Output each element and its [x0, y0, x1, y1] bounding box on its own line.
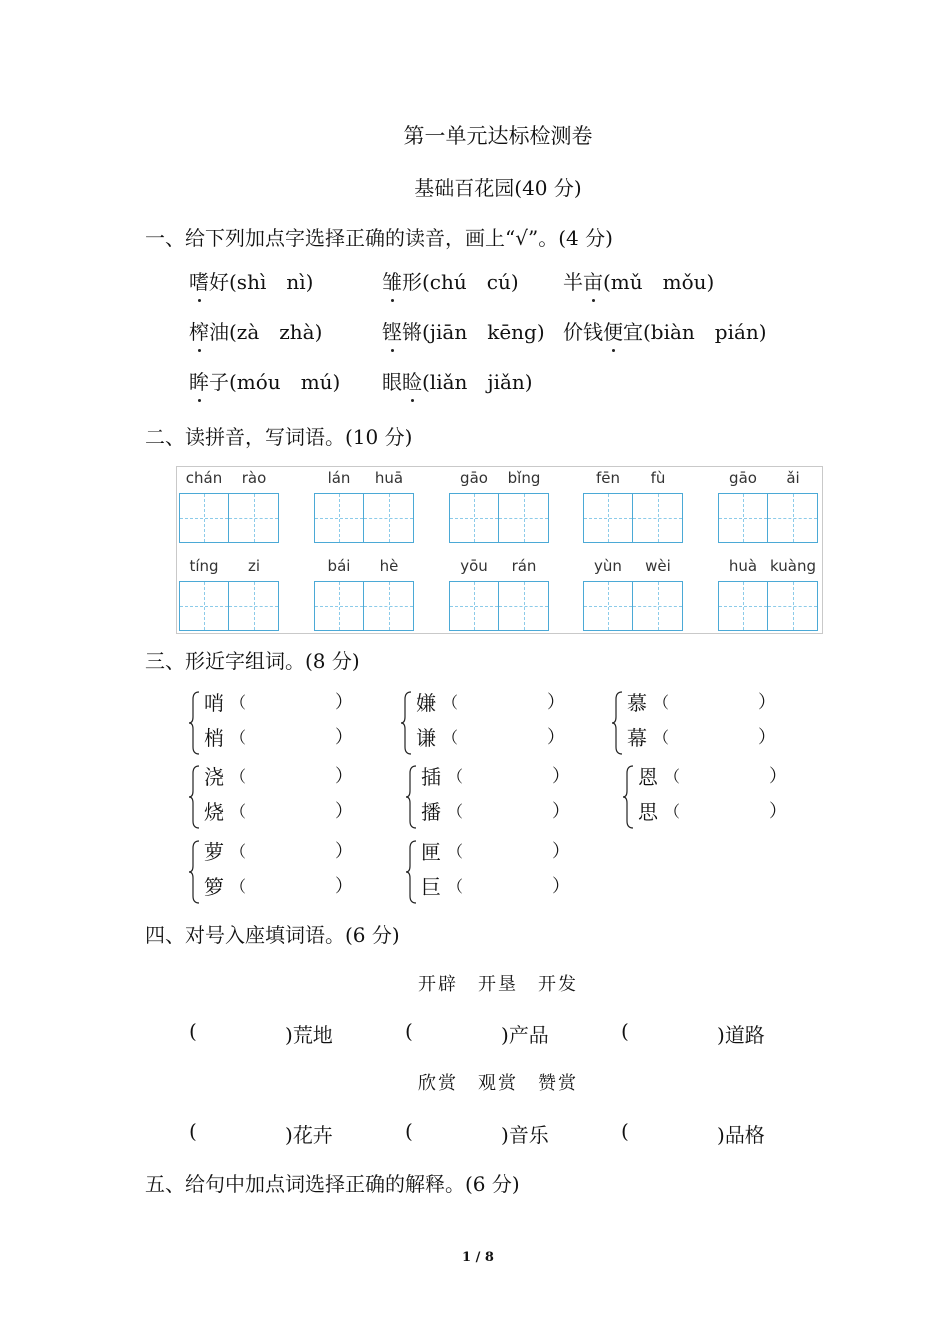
- q1-heading: 一、给下列加点字选择正确的读音，画上“√”。(4 分): [145, 226, 613, 250]
- target-word: 音乐: [508, 1123, 549, 1147]
- target-word: 品格: [724, 1123, 765, 1147]
- pair-row: [204, 798, 364, 826]
- fill-blank-open[interactable]: (: [189, 1119, 197, 1143]
- page-number: 1 / 8: [462, 1250, 494, 1265]
- brace-icon: [405, 765, 419, 829]
- pinyin-syllable: yùn: [594, 557, 622, 575]
- pair-row: [627, 689, 787, 717]
- tianzige-cell[interactable]: [768, 581, 818, 631]
- fill-blank-open[interactable]: (: [189, 1019, 197, 1043]
- writing-boxes: [583, 581, 683, 631]
- pinyin-syllable: tíng: [189, 557, 219, 575]
- pinyin-syllable: hè: [379, 557, 399, 575]
- answer-paren-open[interactable]: （: [447, 767, 464, 786]
- pinyin-grid-panel: [176, 466, 823, 634]
- q1-dotted-char: 便: [603, 316, 623, 345]
- target-word: 荒地: [292, 1023, 333, 1047]
- tianzige-cell[interactable]: [718, 581, 768, 631]
- tianzige-cell[interactable]: [583, 493, 633, 543]
- pinyin-label: [314, 469, 414, 489]
- answer-paren-open[interactable]: （: [230, 693, 247, 712]
- pair-row: [204, 838, 364, 866]
- char-pair: [188, 687, 358, 759]
- pinyin-label: [179, 557, 279, 577]
- tianzige-cell[interactable]: [364, 493, 414, 543]
- pair-row: [204, 689, 364, 717]
- pinyin-label: [449, 469, 549, 489]
- similar-char: 哨: [204, 691, 224, 715]
- pair-row: [638, 763, 798, 791]
- writing-boxes: [314, 493, 414, 543]
- q1-item: [563, 316, 767, 345]
- answer-paren-close: ）: [552, 876, 570, 897]
- writing-boxes: [179, 581, 279, 631]
- fill-blank-word: [501, 1119, 549, 1148]
- answer-paren-close: ）: [769, 801, 787, 822]
- pair-row: [421, 763, 581, 791]
- q1-item-options: 子(móu mú): [209, 370, 341, 394]
- q1-dotted-char: 铿: [382, 316, 402, 345]
- pinyin-syllable: rào: [241, 469, 267, 487]
- q1-item-options: 宜(biàn pián): [623, 320, 767, 344]
- writing-boxes: [449, 581, 549, 631]
- tianzige-cell[interactable]: [449, 581, 499, 631]
- pair-row: [204, 873, 364, 901]
- fill-blank-close: ): [285, 1123, 293, 1147]
- similar-char: 恩: [638, 765, 658, 789]
- similar-char: 谦: [416, 726, 436, 750]
- char-pair: [611, 687, 781, 759]
- fill-blank-open[interactable]: (: [621, 1019, 629, 1043]
- tianzige-cell[interactable]: [449, 493, 499, 543]
- q1-item-options: 锵(jiān kēng): [402, 320, 545, 344]
- fill-blank-word: [501, 1019, 549, 1048]
- q1-item-options: 形(chú cú): [402, 270, 519, 294]
- q1-item-options: 好(shì nì): [209, 270, 314, 294]
- fill-blank-close: ): [501, 1123, 509, 1147]
- writing-boxes: [179, 493, 279, 543]
- answer-paren-close: ）: [335, 876, 353, 897]
- pinyin-syllable: fēn: [595, 469, 621, 487]
- q3-heading: 三、形近字组词。(8 分): [145, 649, 360, 673]
- q4-options-row-1: 开辟 开垦 开发: [418, 974, 578, 995]
- answer-paren-close: ）: [552, 801, 570, 822]
- writing-boxes: [583, 493, 683, 543]
- q1-dotted-char: 榨: [189, 316, 209, 345]
- brace-icon: [622, 765, 636, 829]
- q1-dotted-char: 眸: [189, 366, 209, 395]
- pinyin-label: [718, 469, 818, 489]
- char-pair: [188, 761, 358, 833]
- writing-boxes: [314, 581, 414, 631]
- q1-item: [382, 316, 545, 345]
- brace-icon: [188, 765, 202, 829]
- pinyin-label: [179, 469, 279, 489]
- tianzige-cell[interactable]: [633, 581, 683, 631]
- answer-paren-open[interactable]: （: [447, 802, 464, 821]
- pinyin-syllable: yōu: [460, 557, 488, 575]
- tianzige-cell[interactable]: [179, 493, 229, 543]
- fill-blank-close: ): [285, 1023, 293, 1047]
- answer-paren-open[interactable]: （: [447, 842, 464, 861]
- pair-row: [204, 724, 364, 752]
- tianzige-cell[interactable]: [314, 581, 364, 631]
- section-subtitle: 基础百花园(40 分): [414, 176, 582, 200]
- pinyin-syllable: huā: [374, 469, 404, 487]
- q1-dotted-char: 亩: [583, 266, 603, 295]
- pair-row: [627, 724, 787, 752]
- pinyin-syllable: bǐng: [507, 469, 541, 487]
- pair-row: [416, 724, 576, 752]
- q1-item: [382, 266, 519, 295]
- q1-item-prefix: 半: [563, 270, 583, 294]
- pinyin-syllable: wèi: [645, 557, 671, 575]
- answer-paren-open[interactable]: （: [230, 802, 247, 821]
- answer-paren-close: ）: [758, 727, 776, 748]
- q1-item: [382, 366, 533, 395]
- pinyin-syllable: rán: [511, 557, 537, 575]
- writing-boxes: [449, 493, 549, 543]
- q4-heading: 四、对号入座填词语。(6 分): [145, 923, 400, 947]
- page-title: 第一单元达标检测卷: [403, 124, 593, 148]
- q4-options-row-2: 欣赏 观赏 赞赏: [418, 1073, 578, 1094]
- q1-item: [189, 366, 340, 395]
- tianzige-cell[interactable]: [633, 493, 683, 543]
- brace-icon: [405, 840, 419, 904]
- answer-paren-open[interactable]: （: [230, 728, 247, 747]
- answer-paren-close: ）: [335, 692, 353, 713]
- answer-paren-open[interactable]: （: [230, 877, 247, 896]
- answer-paren-close: ）: [335, 801, 353, 822]
- q1-dotted-char: 睑: [402, 366, 422, 395]
- answer-paren-open[interactable]: （: [230, 767, 247, 786]
- fill-blank-open[interactable]: (: [621, 1119, 629, 1143]
- fill-blank-word: [285, 1119, 333, 1148]
- pinyin-syllable: lán: [327, 469, 351, 487]
- fill-blank-open[interactable]: (: [405, 1019, 413, 1043]
- fill-blank-close: ): [501, 1023, 509, 1047]
- q1-dotted-char: 嗜: [189, 266, 209, 295]
- answer-paren-close: ）: [552, 766, 570, 787]
- pair-row: [204, 763, 364, 791]
- pinyin-syllable: ǎi: [786, 469, 800, 487]
- pair-row: [638, 798, 798, 826]
- pair-row: [416, 689, 576, 717]
- tianzige-cell[interactable]: [229, 581, 279, 631]
- q2-heading: 二、读拼音，写词语。(10 分): [145, 425, 413, 449]
- fill-blank-word: [717, 1019, 765, 1048]
- char-pair: [622, 761, 792, 833]
- fill-blank-open[interactable]: (: [405, 1119, 413, 1143]
- q1-item: [189, 316, 322, 345]
- answer-paren-open[interactable]: （: [442, 693, 459, 712]
- answer-paren-open[interactable]: （: [653, 693, 670, 712]
- q1-item-options: (liǎn jiǎn): [422, 370, 533, 394]
- q1-item-prefix: 价钱: [563, 320, 603, 344]
- pinyin-label: [583, 557, 683, 577]
- q1-item: [563, 266, 714, 295]
- q1-item: [189, 266, 313, 295]
- pair-row: [421, 873, 581, 901]
- target-word: 道路: [724, 1023, 765, 1047]
- answer-paren-open[interactable]: （: [230, 842, 247, 861]
- answer-paren-open[interactable]: （: [442, 728, 459, 747]
- pinyin-syllable: bái: [327, 557, 351, 575]
- answer-paren-close: ）: [335, 841, 353, 862]
- fill-blank-word: [717, 1119, 765, 1148]
- pinyin-syllable: huà: [728, 557, 758, 575]
- pinyin-syllable: gāo: [460, 469, 488, 487]
- pinyin-syllable: fù: [650, 469, 666, 487]
- answer-paren-close: ）: [547, 692, 565, 713]
- answer-paren-open[interactable]: （: [447, 877, 464, 896]
- char-pair: [405, 761, 575, 833]
- brace-icon: [188, 840, 202, 904]
- pinyin-syllable: chán: [185, 469, 223, 487]
- similar-char: 巨: [421, 875, 441, 899]
- answer-paren-close: ）: [335, 766, 353, 787]
- similar-char: 浇: [204, 765, 224, 789]
- brace-icon: [188, 691, 202, 755]
- answer-paren-close: ）: [758, 692, 776, 713]
- tianzige-cell[interactable]: [314, 493, 364, 543]
- similar-char: 匣: [421, 840, 441, 864]
- pair-row: [421, 838, 581, 866]
- answer-paren-close: ）: [335, 727, 353, 748]
- similar-char: 插: [421, 765, 441, 789]
- q5-heading: 五、给句中加点词选择正确的解释。(6 分): [145, 1172, 520, 1196]
- tianzige-cell[interactable]: [179, 581, 229, 631]
- answer-paren-close: ）: [547, 727, 565, 748]
- q1-item-options: (mǔ mǒu): [603, 270, 715, 294]
- brace-icon: [400, 691, 414, 755]
- fill-blank-close: ): [717, 1123, 725, 1147]
- similar-char: 幕: [627, 726, 647, 750]
- pinyin-label: [583, 469, 683, 489]
- pinyin-syllable: zi: [247, 557, 261, 575]
- tianzige-cell[interactable]: [364, 581, 414, 631]
- similar-char: 慕: [627, 691, 647, 715]
- tianzige-cell[interactable]: [583, 581, 633, 631]
- tianzige-cell[interactable]: [499, 493, 549, 543]
- tianzige-cell[interactable]: [768, 493, 818, 543]
- fill-blank-close: ): [717, 1023, 725, 1047]
- answer-paren-close: ）: [769, 766, 787, 787]
- pinyin-label: [449, 557, 549, 577]
- similar-char: 烧: [204, 800, 224, 824]
- answer-paren-open[interactable]: （: [653, 728, 670, 747]
- answer-paren-close: ）: [552, 841, 570, 862]
- tianzige-cell[interactable]: [718, 493, 768, 543]
- similar-char: 嫌: [416, 691, 436, 715]
- q1-dotted-char: 雏: [382, 266, 402, 295]
- target-word: 花卉: [292, 1123, 333, 1147]
- writing-boxes: [718, 581, 818, 631]
- pinyin-label: [718, 557, 818, 577]
- similar-char: 播: [421, 800, 441, 824]
- pair-row: [421, 798, 581, 826]
- char-pair: [188, 836, 358, 908]
- tianzige-cell[interactable]: [499, 581, 549, 631]
- similar-char: 萝: [204, 840, 224, 864]
- pinyin-syllable: gāo: [729, 469, 757, 487]
- similar-char: 思: [638, 800, 658, 824]
- tianzige-cell[interactable]: [229, 493, 279, 543]
- target-word: 产品: [508, 1023, 549, 1047]
- brace-icon: [611, 691, 625, 755]
- char-pair: [400, 687, 570, 759]
- pinyin-label: [314, 557, 414, 577]
- similar-char: 箩: [204, 875, 224, 899]
- pinyin-syllable: kuàng: [770, 557, 816, 575]
- q1-item-prefix: 眼: [382, 370, 402, 394]
- q1-item-options: 油(zà zhà): [209, 320, 323, 344]
- similar-char: 梢: [204, 726, 224, 750]
- writing-boxes: [718, 493, 818, 543]
- answer-paren-open[interactable]: （: [664, 767, 681, 786]
- char-pair: [405, 836, 575, 908]
- answer-paren-open[interactable]: （: [664, 802, 681, 821]
- fill-blank-word: [285, 1019, 333, 1048]
